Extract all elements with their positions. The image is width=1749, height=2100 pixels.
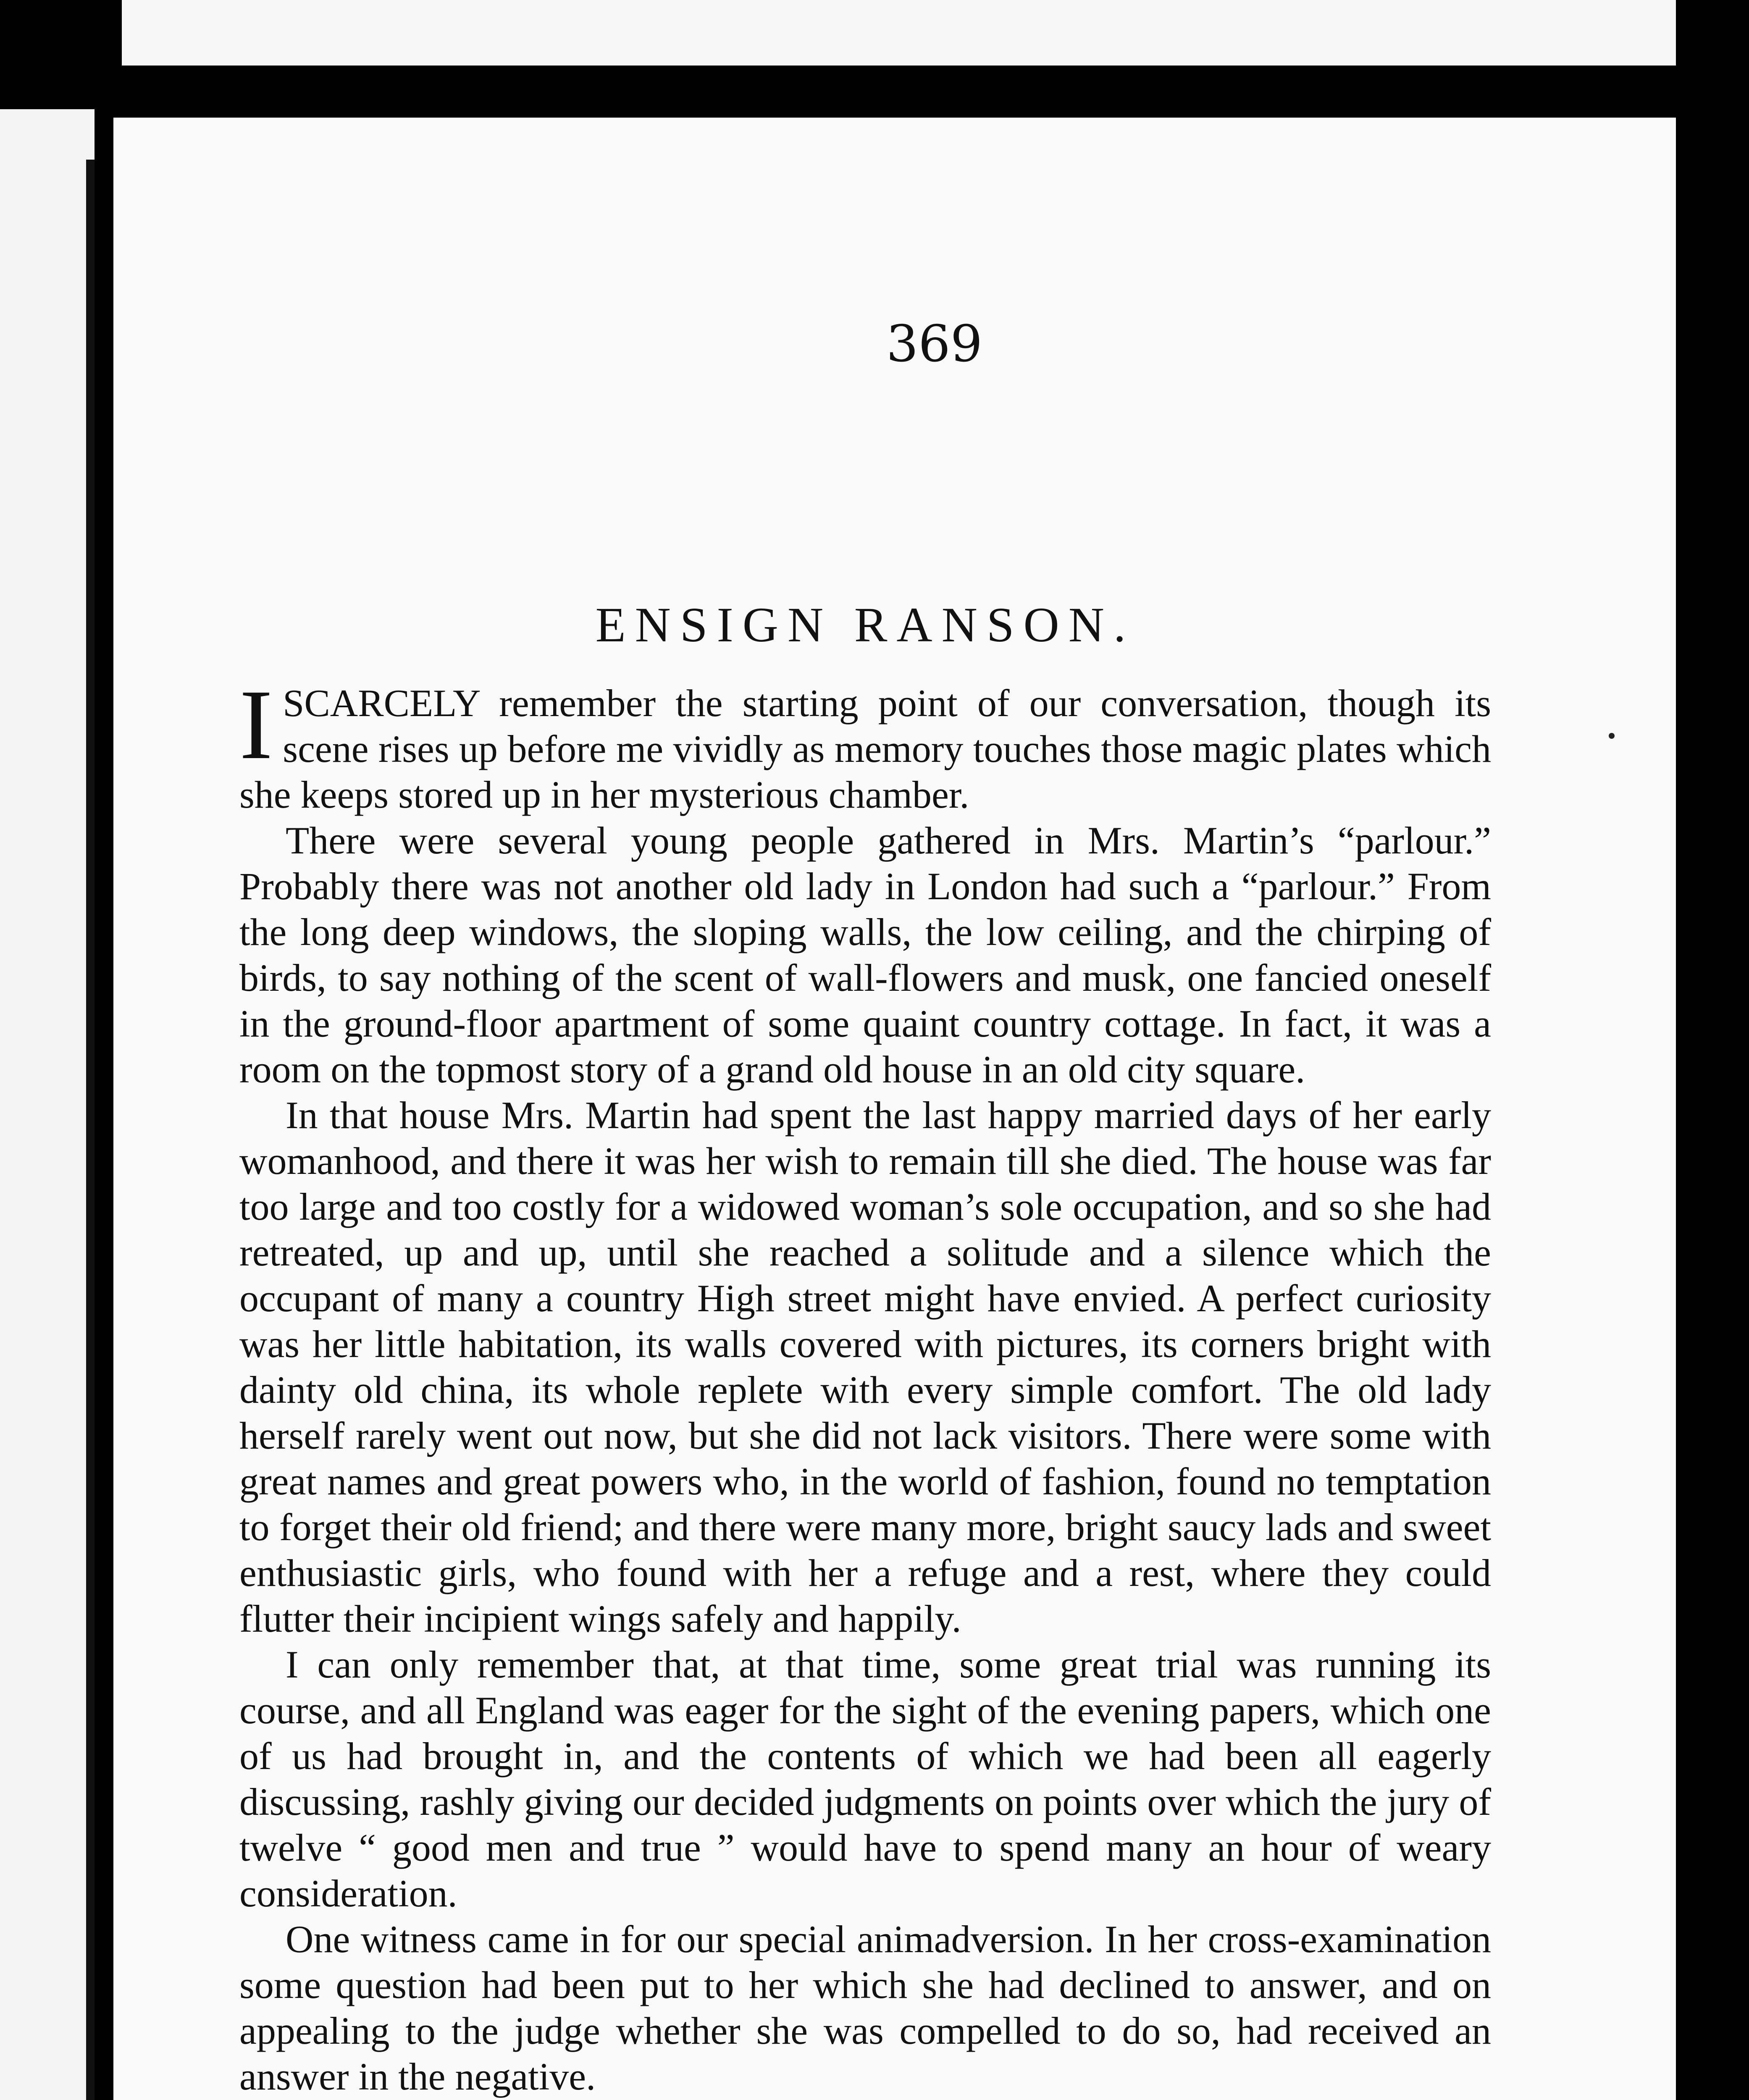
paragraph: One witness came in for our special animadversion. In her cross-examination some question had been put to her which she had declined to answer, and on appealing to the judge whether she was compelled to do so, had received an answer in the negative. xyxy=(239,1918,1491,2098)
paragraph xyxy=(239,669,1491,818)
scan-speck xyxy=(1609,733,1615,739)
previous-page-edge xyxy=(122,0,1676,66)
body-text xyxy=(239,669,1491,2100)
drop-cap: I xyxy=(239,669,273,780)
previous-page-margin xyxy=(0,109,95,2100)
paragraph: I can only remember that, at that time, some great trial was running its course, and all England was eager for the sight of the evening papers, which one of us had brought in, and the contents of which we had been all eagerly discussing, rashly giving our decided judgments on points over which the jury of twelve “ good men and true ” would have to spend many an hour of weary consideration. xyxy=(239,1643,1491,1915)
page-number: 369 xyxy=(886,315,983,373)
book-page xyxy=(113,118,1676,2100)
paragraph: In that house Mrs. Martin had spent the last happy married days of her early womanhood, and there it was her wish to remain till she died. The house was far too large and too costly for a widowed woman’s sole occupation, and so she had retreated, up and up, until she reached a solitude and a silence which the occupant of many a country High street might have envied. A perfect curiosity was her little habitation, its walls covered with pictures, its corners bright with dainty old china, its whole replete with every simple comfort. The old lady herself rarely went out now, but she did not lack visitors. There were some with great names and great powers who, in the world of fashion, found no temptation to forget their old friend; and there were many more, bright saucy lads and sweet enthusiastic girls, who found with her a refuge and a rest, where they could flutter their incipient wings safely and happily. xyxy=(239,1094,1491,1640)
chapter-title: ENSIGN RANSON. xyxy=(595,597,1135,652)
paragraph-text: SCARCELY remember the starting point of our conversation, though its scene rises up before me vividly as memory touches those magic plates which she keeps stored up in her mysterious chamber. xyxy=(239,682,1491,816)
binding-shadow xyxy=(86,160,95,2100)
page-content xyxy=(239,118,1491,2100)
paragraph: There were several young people gathered in Mrs. Martin’s “parlour.” Probably there was not another old lady in London had such a “parlour.” From the long deep windows, the sloping walls, the low ceiling, and the chirping of birds, to say nothing of the scent of wall-flowers and musk, one fancied oneself in the ground-floor apartment of some quaint country cottage. In fact, it was a room on the topmost story of a grand old house in an old city square. xyxy=(239,819,1491,1091)
